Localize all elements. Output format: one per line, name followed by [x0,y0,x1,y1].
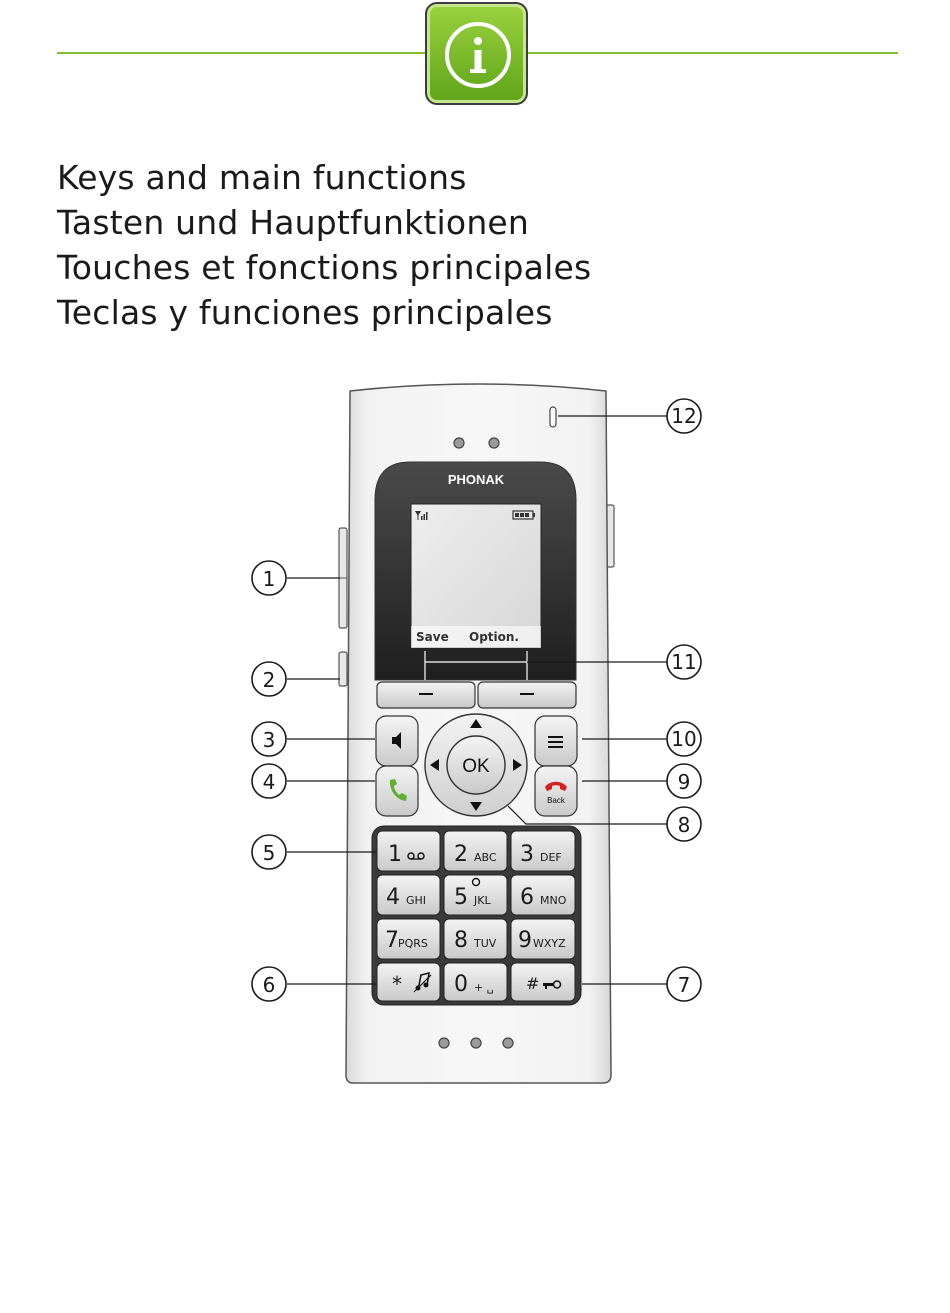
key-5[interactable] [444,875,507,915]
key-2[interactable] [444,831,507,871]
callout-10 [667,722,701,756]
key-8[interactable] [444,919,507,959]
callout-2 [252,662,286,696]
key-digit: 0 [454,972,468,997]
brand-logo: PHONAK [447,472,505,487]
key-letters: ABC [474,851,497,864]
svg-text:8: 8 [677,813,691,837]
callout-1 [252,561,286,595]
callout-5 [252,835,286,869]
callout-6 [252,967,286,1001]
callout-11 [667,645,701,679]
softkey-left-label: Save [416,630,449,644]
menu-icon [548,736,563,748]
svg-text:12: 12 [671,404,697,428]
key-letters: PQRS [398,937,428,950]
svg-text:11: 11 [671,650,697,674]
svg-text:5: 5 [262,841,276,865]
key-digit: 4 [386,885,400,910]
key-letters: + ␣ [474,981,494,994]
earpiece-hole [454,438,464,448]
side-key[interactable] [339,652,347,686]
key-letters: TUV [474,937,497,950]
svg-text:1: 1 [262,567,276,591]
key-digit: 1 [388,842,402,867]
microphone-hole [439,1038,449,1048]
svg-text:10: 10 [671,727,697,751]
svg-text:9: 9 [677,770,691,794]
svg-text:6: 6 [262,973,276,997]
call-button[interactable] [376,766,418,816]
callout-12 [667,399,701,433]
key-digit: 8 [454,928,468,953]
key-hash[interactable] [511,963,575,1001]
key-digit: 9 [518,928,532,953]
key-letters: WXYZ [533,937,566,950]
key-9[interactable] [511,919,575,959]
end-call-button[interactable] [535,766,577,816]
title-es: Teclas y funciones principales [57,293,553,332]
microphone-hole [503,1038,513,1048]
status-led [550,407,556,427]
callout-7 [667,967,701,1001]
key-4[interactable] [377,875,440,915]
microphone-hole [471,1038,481,1048]
key-digit: 3 [520,842,534,867]
title-fr: Touches et fonctions principales [57,248,592,287]
key-digit: # [526,974,540,993]
key-letters: JKL [474,894,491,907]
ok-label: OK [462,756,490,777]
key-letters: GHI [406,894,427,907]
svg-text:3: 3 [262,728,276,752]
title-de: Tasten und Hauptfunktionen [57,203,530,242]
callout-8 [667,807,701,841]
key-letters: MNO [540,894,567,907]
key-digit: 2 [454,842,468,867]
svg-text:2: 2 [262,668,276,692]
earpiece-hole [489,438,499,448]
key-7[interactable] [377,919,440,959]
back-label: Back [547,796,565,805]
key-6[interactable] [511,875,575,915]
key-0[interactable] [444,963,507,1001]
key-letters: DEF [540,851,562,864]
softkey-right-label: Option. [469,630,519,644]
key-digit: 7 [385,928,399,953]
key-digit: 5 [454,885,468,910]
svg-text:4: 4 [262,770,276,794]
key-star[interactable] [377,963,440,1001]
callout-3 [252,722,286,756]
callout-4 [252,764,286,798]
svg-text:7: 7 [677,973,691,997]
key-digit: * [392,972,402,996]
title-en: Keys and main functions [57,158,467,197]
callout-9 [667,764,701,798]
key-digit: 6 [520,885,534,910]
key-3[interactable] [511,831,575,871]
key-1[interactable] [377,831,440,871]
